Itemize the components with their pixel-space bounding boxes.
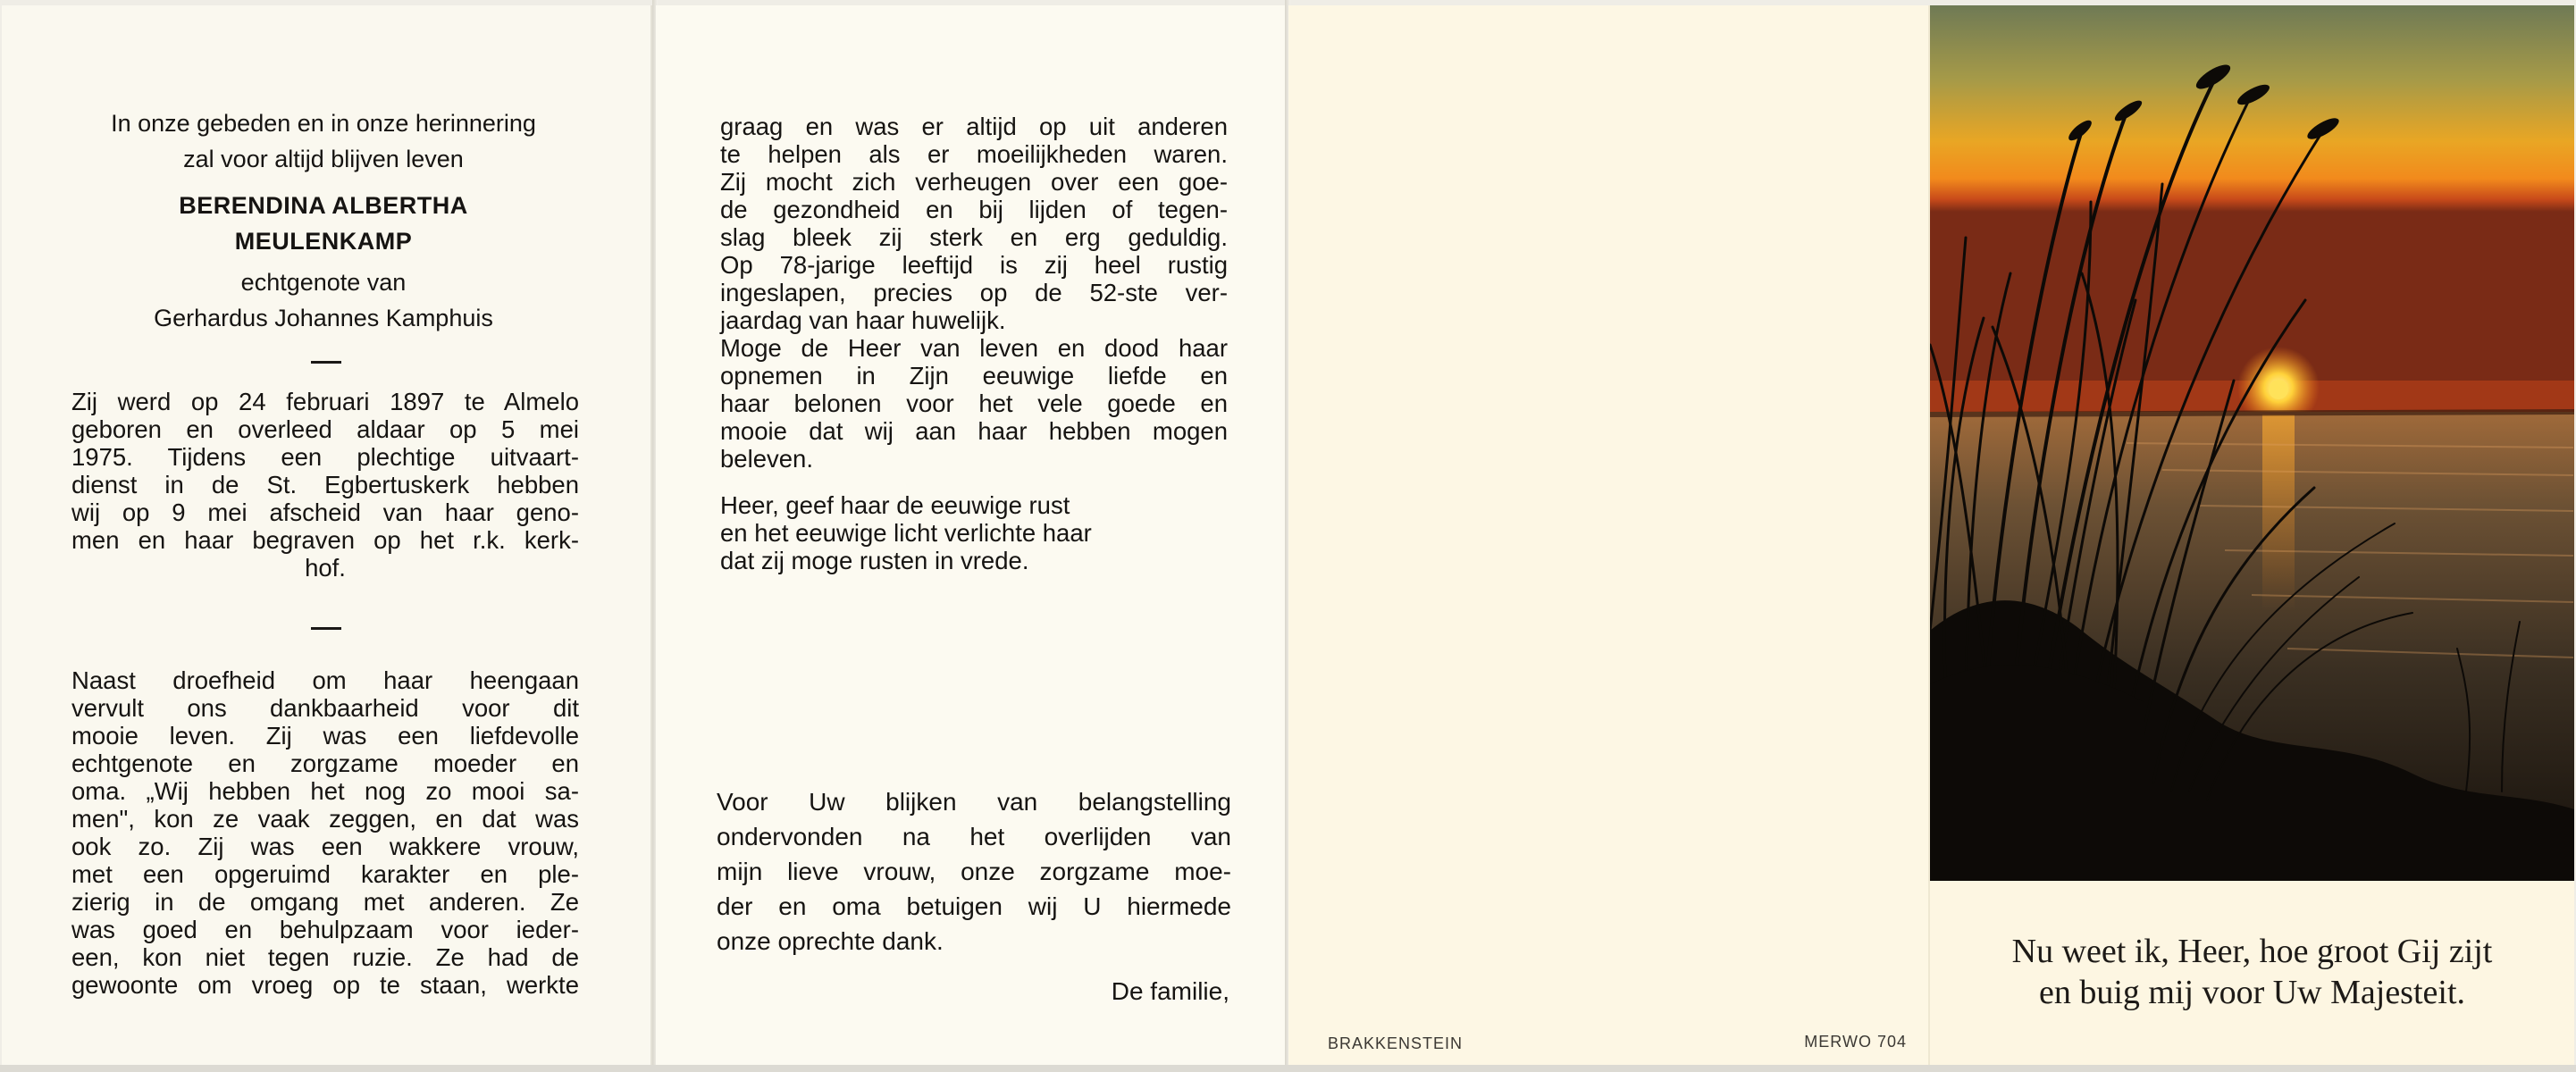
name-line: BERENDINA ALBERTHA xyxy=(179,192,468,219)
text-line: Moge de Heer van leven en dood haar xyxy=(720,334,1228,362)
intro-line: In onze gebeden en in onze herinnering xyxy=(111,110,536,137)
card-panel-1 xyxy=(2,5,652,1065)
verse-line: en buig mij voor Uw Majesteit. xyxy=(2038,974,2466,1011)
text-line: mijn lieve vrouw, onze zorgzame moe- xyxy=(717,858,1231,885)
text-line: men", kon ze vaak zeggen, en dat was xyxy=(71,805,579,833)
spouse-info xyxy=(55,264,592,336)
text-line: ondervonden na het overlijden van xyxy=(717,823,1231,850)
text-line: Op 78-jarige leeftijd is zij heel rustig xyxy=(720,251,1228,279)
text-line: gewoonte om vroeg op te staan, werkte xyxy=(71,971,579,999)
separator-dash xyxy=(311,627,341,630)
tribute-text xyxy=(71,666,579,999)
intro-text xyxy=(55,105,592,177)
text-line: vervult ons dankbaarheid voor dit xyxy=(71,694,579,722)
text-line: mooie dat wij aan haar hebben mogen xyxy=(720,417,1228,445)
name-line: MEULENKAMP xyxy=(234,228,413,255)
text-line: ook zo. Zij was een wakkere vrouw, xyxy=(71,833,579,860)
text-line: te helpen als er moeilijkheden waren. xyxy=(720,140,1228,168)
spouse-name: Gerhardus Johannes Kamphuis xyxy=(154,305,493,331)
text-line: echtgenote en zorgzame moeder en xyxy=(71,750,579,777)
text-line: Heer, geef haar de eeuwige rust xyxy=(720,491,1070,519)
scan-edge xyxy=(0,1065,2576,1072)
text-line: beleven. xyxy=(720,445,813,473)
text-line: 1975. Tijdens een plechtige uitvaart- xyxy=(71,443,579,471)
text-line: Zij werd op 24 februari 1897 te Almelo xyxy=(71,388,579,415)
text-line: Voor Uw blijken van belangstelling xyxy=(717,788,1231,816)
text-line: zierig in de omgang met anderen. Ze xyxy=(71,888,579,916)
verse-line: Nu weet ik, Heer, hoe groot Gij zijt xyxy=(2011,933,2493,970)
card-panel-2 xyxy=(656,5,1285,1065)
text-line: opnemen in Zijn eeuwige liefde en xyxy=(720,362,1228,389)
text-line: jaardag van haar huwelijk. xyxy=(720,306,1006,334)
text-line: oma. „Wij hebben het nog zo mooi sa- xyxy=(71,777,579,805)
text-line: dienst in de St. Egbertuskerk hebben xyxy=(71,471,579,498)
text-line: was goed en behulpzaam voor ieder- xyxy=(71,916,579,943)
card-code: MERWO 704 xyxy=(1804,1033,1907,1051)
text-line: met een opgeruimd karakter en ple- xyxy=(71,860,579,888)
biography-text xyxy=(71,388,579,582)
publisher-label: BRAKKENSTEIN xyxy=(1328,1034,1464,1052)
prayer-text xyxy=(720,491,1228,574)
text-line: men en haar begraven op het r.k. kerk- xyxy=(71,526,579,554)
text-line: ingeslapen, precies op de 52-ste ver- xyxy=(720,279,1228,306)
verse-caption xyxy=(1948,931,2556,1013)
text-line: hof. xyxy=(305,554,346,582)
text-line: graag en was er altijd op uit anderen xyxy=(720,113,1228,140)
text-line: haar belonen voor het vele goede en xyxy=(720,389,1228,417)
text-line: een, kon niet tegen ruzie. Ze had de xyxy=(71,943,579,971)
sunset-reeds-photo xyxy=(1930,5,2574,881)
spouse-relation: echtgenote van xyxy=(240,269,407,296)
signoff: De familie, xyxy=(1111,977,1229,1005)
deceased-name xyxy=(55,188,592,259)
card-panel-4 xyxy=(1928,5,2574,1065)
text-line: en het eeuwige licht verlichte haar xyxy=(720,519,1092,547)
text-line: Zij mocht zich verheugen over een goe- xyxy=(720,168,1228,196)
card-panel-3 xyxy=(1288,5,1928,1065)
text-line: geboren en overleed aldaar op 5 mei xyxy=(71,415,579,443)
text-line: der en oma betuigen wij U hiermede xyxy=(717,892,1231,920)
continuation-text xyxy=(720,113,1228,473)
thanks-text xyxy=(717,784,1231,959)
text-line: dat zij moge rusten in vrede. xyxy=(720,547,1029,574)
text-line: onze oprechte dank. xyxy=(717,927,944,955)
intro-line: zal voor altijd blijven leven xyxy=(183,146,464,172)
separator-dash xyxy=(311,361,341,364)
text-line: mooie leven. Zij was een liefdevolle xyxy=(71,722,579,750)
text-line: slag bleek zij sterk en erg geduldig. xyxy=(720,223,1228,251)
text-line: de gezondheid en bij lijden of tegen- xyxy=(720,196,1228,223)
text-line: Naast droefheid om haar heengaan xyxy=(71,666,579,694)
text-line: wij op 9 mei afscheid van haar geno- xyxy=(71,498,579,526)
